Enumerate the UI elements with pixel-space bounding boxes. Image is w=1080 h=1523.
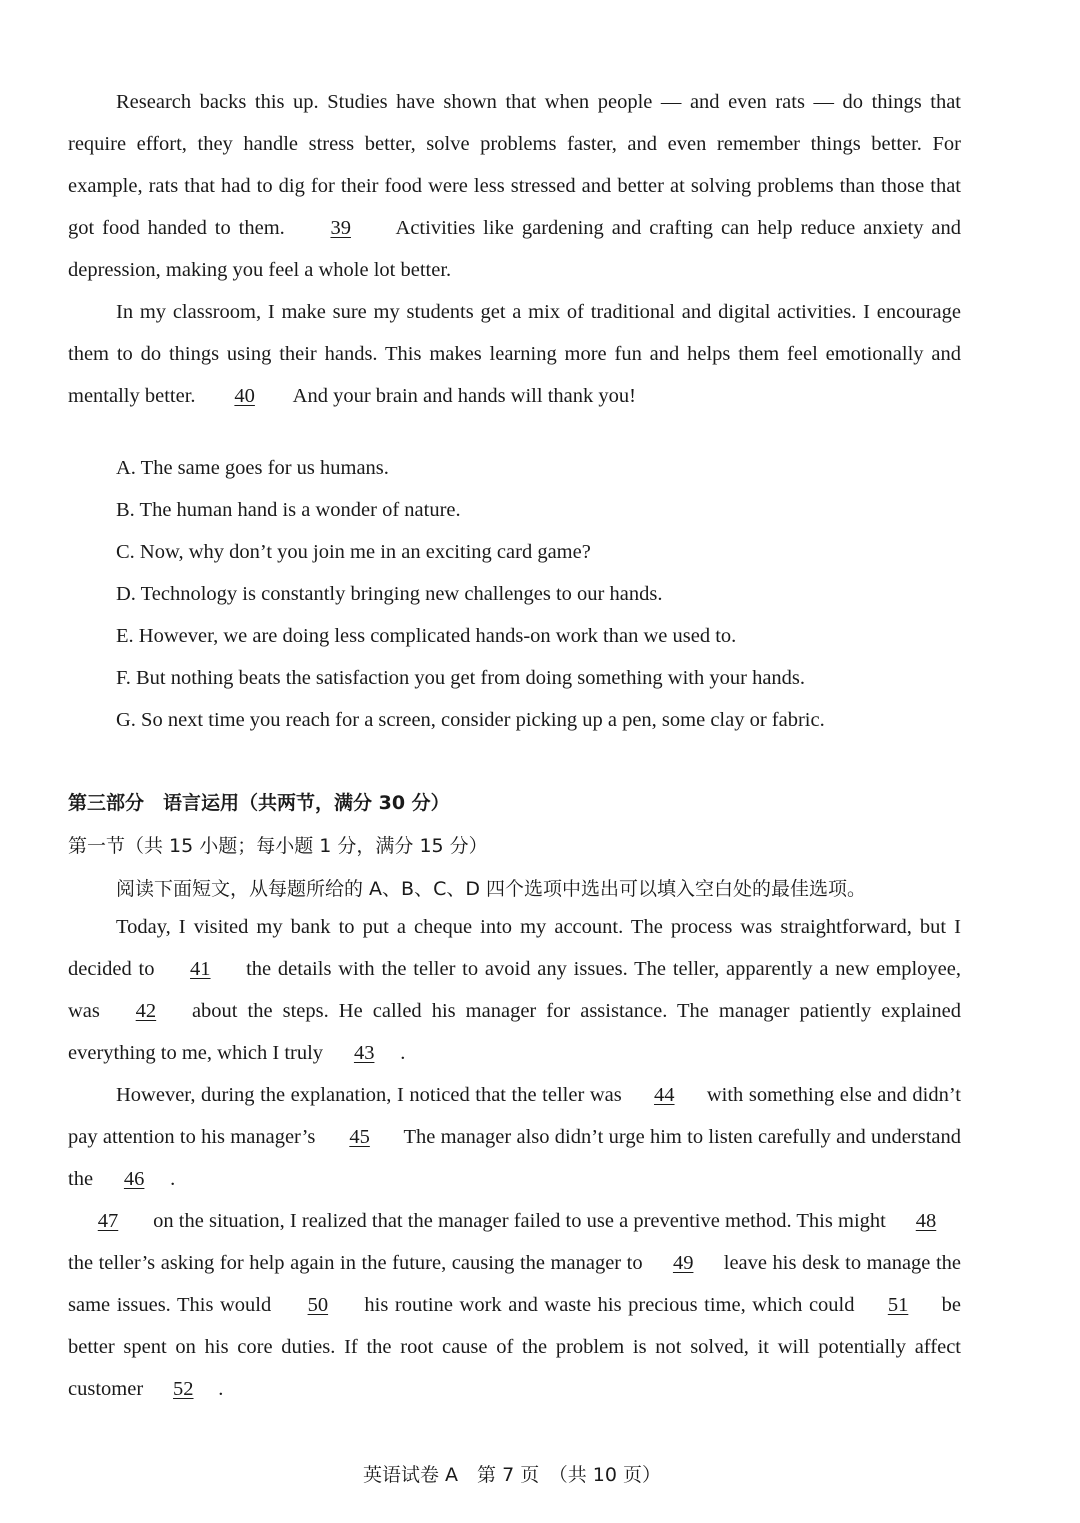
option-f: F. But nothing beats the satisfaction you get from doing something with your hands.	[116, 667, 806, 689]
page-footer: 英语试卷 A 第 7 页 （共 10 页）	[363, 1464, 661, 1486]
option-d: D. Technology is constantly bringing new challenges to our hands.	[116, 583, 663, 605]
option-b: B. The human hand is a wonder of nature.	[116, 499, 461, 521]
paragraph-text: In my classroom, I make sure my students get a mix of traditional and digital activities. I encourage them to do things using their hands. This makes learning more fun and helps them feel emotionally and mentally better.	[68, 301, 961, 407]
paragraph-text: Activities like gardening and crafting can help reduce anxiety and depression, making you feel a whole lot better.	[68, 217, 962, 281]
paragraph-text: Research backs this up. Studies have shown that when people — and even rats — do things that require effort, they handle stress better, solve problems faster, and even remember things better. For example, rats that had to dig for their food were less stressed and better at solving problems than those that got food handed to them.	[68, 91, 961, 239]
paragraph-text: be better spent on his core duties. If the root cause of the problem is not solved, it will potentially affect customer	[68, 1294, 961, 1400]
paragraph-text: Today, I visited my bank to put a cheque into my account. The process was straightforward, but I decided to	[68, 916, 961, 980]
blank-51: 51	[887, 1294, 909, 1316]
blank-39: 39	[330, 217, 351, 239]
passage-paragraph-classroom	[68, 291, 961, 417]
blank-46: 46	[123, 1168, 145, 1190]
blank-43: 43	[353, 1042, 375, 1064]
blank-50: 50	[307, 1294, 329, 1316]
blank-49: 49	[672, 1252, 694, 1274]
paragraph-text: .	[218, 1378, 224, 1400]
answer-options-list	[116, 447, 976, 741]
option-a: A. The same goes for us humans.	[116, 457, 389, 479]
option-c: C. Now, why don’t you join me in an exciting card game?	[116, 541, 591, 563]
blank-47: 47	[97, 1210, 119, 1232]
blank-48: 48	[915, 1210, 937, 1232]
paragraph-text: the details with the teller to avoid any issues. The teller, apparently a new employee, was	[68, 958, 961, 1022]
paragraph-text: with something else and didn’t pay attention to his manager’s	[68, 1084, 961, 1148]
paragraph-text: However, during the explanation, I noticed that the teller was	[116, 1084, 628, 1106]
paragraph-text: The manager also didn’t urge him to listen carefully and understand the	[68, 1126, 961, 1190]
cloze-instruction: 阅读下面短文，从每题所给的 A、B、C、D 四个选项中选出可以填入空白处的最佳选项。	[116, 878, 867, 900]
blank-40: 40	[234, 385, 255, 407]
cloze-paragraph-1	[68, 906, 961, 1074]
option-e: E. However, we are doing less complicated hands-on work than we used to.	[116, 625, 737, 647]
blank-44: 44	[654, 1084, 675, 1106]
blank-41: 41	[190, 958, 211, 980]
paragraph-text: .	[400, 1042, 406, 1064]
part3-heading: 第三部分 语言运用（共两节，满分 30 分）	[68, 792, 450, 814]
paragraph-text: his routine work and waste his precious time, which could	[357, 1294, 862, 1316]
paragraph-text: .	[170, 1168, 176, 1190]
paragraph-text: And your brain and hands will thank you!	[288, 385, 636, 407]
paragraph-text: about the steps. He called his manager for assistance. The manager patiently explained everything to me, which I truly	[68, 1000, 961, 1064]
section1-heading: 第一节（共 15 小题；每小题 1 分，满分 15 分）	[68, 835, 488, 857]
paragraph-text: on the situation, I realized that the manager failed to use a preventive method. This might	[148, 1210, 891, 1232]
paragraph-text: the teller’s asking for help again in the future, causing the manager to	[68, 1252, 649, 1274]
blank-52: 52	[173, 1378, 194, 1400]
cloze-paragraph-3	[68, 1200, 961, 1410]
blank-42: 42	[135, 1000, 157, 1022]
passage-paragraph-research	[68, 81, 961, 291]
cloze-paragraph-2	[68, 1074, 961, 1200]
paragraph-text: leave his desk to manage the same issues. This would	[68, 1252, 961, 1316]
blank-45: 45	[349, 1126, 370, 1148]
option-g: G. So next time you reach for a screen, consider picking up a pen, some clay or fabric.	[116, 709, 825, 731]
